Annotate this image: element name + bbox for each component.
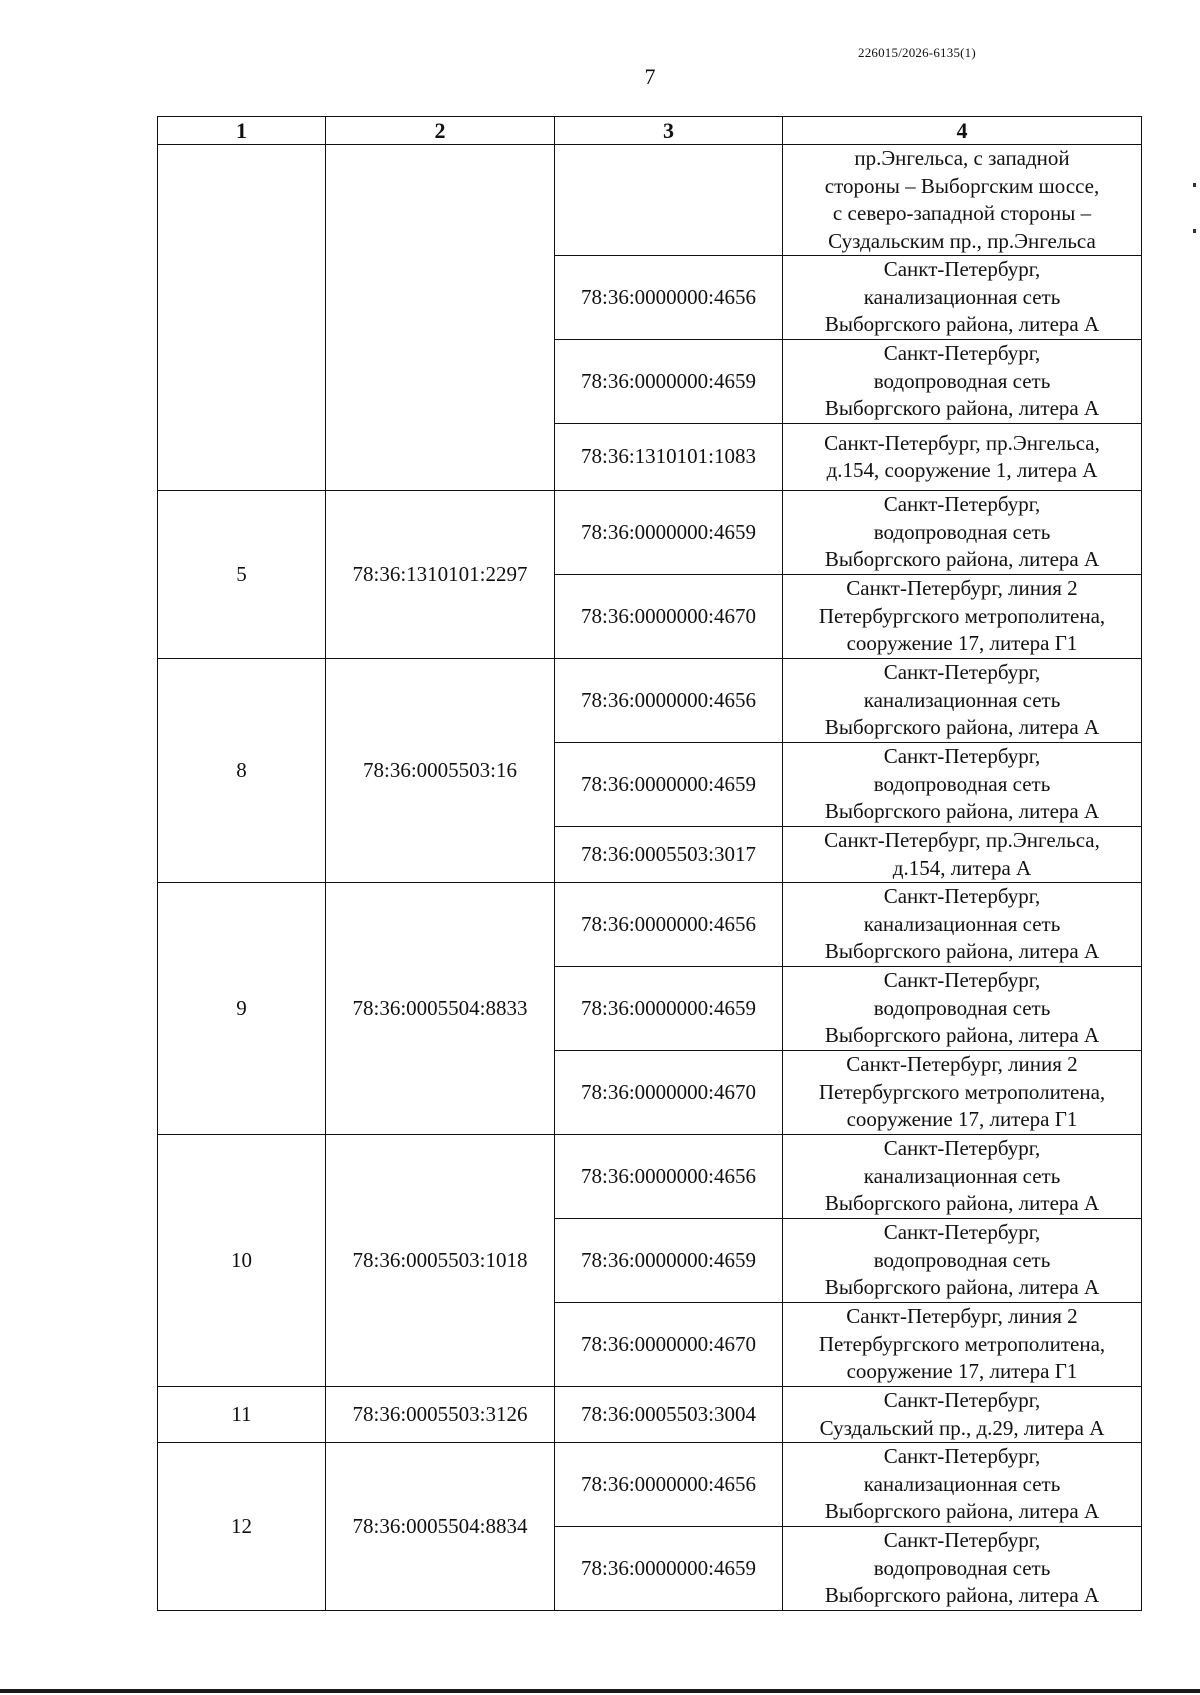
related-cadastral-cell: 78:36:0000000:4659 — [555, 1527, 783, 1611]
related-cadastral-cell: 78:36:1310101:1083 — [555, 424, 783, 491]
address-cell: Санкт-Петербург, линия 2 Петербургского метрополитена, сооружение 17, литера Г1 — [783, 575, 1142, 659]
related-cadastral-cell — [555, 145, 783, 256]
cadastral-number-cell: 78:36:0005503:16 — [326, 659, 555, 883]
column-header: 4 — [783, 117, 1142, 145]
related-cadastral-cell: 78:36:0000000:4656 — [555, 1135, 783, 1219]
scan-margin-mark — [1193, 183, 1196, 187]
address-cell: Санкт-Петербург, пр.Энгельса, д.154, литера А — [783, 827, 1142, 883]
table-row — [158, 883, 1142, 967]
related-cadastral-cell: 78:36:0000000:4659 — [555, 1219, 783, 1303]
address-cell: Санкт-Петербург, пр.Энгельса, д.154, сооружение 1, литера А — [783, 424, 1142, 491]
address-cell: Санкт-Петербург, канализационная сеть Выборгского района, литера А — [783, 659, 1142, 743]
table-row — [158, 1443, 1142, 1527]
address-cell: Санкт-Петербург, линия 2 Петербургского метрополитена, сооружение 17, литера Г1 — [783, 1051, 1142, 1135]
row-number-cell: 12 — [158, 1443, 326, 1611]
address-cell: Санкт-Петербург, канализационная сеть Выборгского района, литера А — [783, 256, 1142, 340]
cadastral-number-cell: 78:36:0005503:1018 — [326, 1135, 555, 1387]
scan-margin-mark — [1193, 229, 1196, 233]
row-number-cell: 10 — [158, 1135, 326, 1387]
address-cell: Санкт-Петербург, водопроводная сеть Выборгского района, литера А — [783, 967, 1142, 1051]
related-cadastral-cell: 78:36:0000000:4659 — [555, 743, 783, 827]
scan-bottom-edge — [0, 1689, 1200, 1693]
address-cell: пр.Энгельса, с западной стороны – Выборгским шоссе, с северо-западной стороны – Суздальским пр., пр.Энгельса — [783, 145, 1142, 256]
document-reference: 226015/2026-6135(1) — [858, 45, 976, 60]
cadastral-number-cell: 78:36:1310101:2297 — [326, 491, 555, 659]
row-number-cell: 5 — [158, 491, 326, 659]
column-header: 3 — [555, 117, 783, 145]
row-number-cell: 8 — [158, 659, 326, 883]
address-cell: Санкт-Петербург, водопроводная сеть Выборгского района, литера А — [783, 1219, 1142, 1303]
address-cell: Санкт-Петербург, Суздальский пр., д.29, литера А — [783, 1387, 1142, 1443]
address-cell: Санкт-Петербург, водопроводная сеть Выборгского района, литера А — [783, 491, 1142, 575]
row-number-cell: 9 — [158, 883, 326, 1135]
cadastral-number-cell: 78:36:0005503:3126 — [326, 1387, 555, 1443]
cadastral-number-cell: 78:36:0005504:8834 — [326, 1443, 555, 1611]
address-cell: Санкт-Петербург, водопроводная сеть Выборгского района, литера А — [783, 1527, 1142, 1611]
related-cadastral-cell: 78:36:0000000:4659 — [555, 491, 783, 575]
address-cell: Санкт-Петербург, канализационная сеть Выборгского района, литера А — [783, 1135, 1142, 1219]
related-cadastral-cell: 78:36:0000000:4670 — [555, 575, 783, 659]
related-cadastral-cell: 78:36:0000000:4656 — [555, 1443, 783, 1527]
address-cell: Санкт-Петербург, линия 2 Петербургского метрополитена, сооружение 17, литера Г1 — [783, 1303, 1142, 1387]
table-row — [158, 1135, 1142, 1219]
table-body — [158, 145, 1142, 1611]
table-row — [158, 1387, 1142, 1443]
related-cadastral-cell: 78:36:0000000:4659 — [555, 340, 783, 424]
address-cell: Санкт-Петербург, водопроводная сеть Выборгского района, литера А — [783, 340, 1142, 424]
cadastral-number-cell: 78:36:0005504:8833 — [326, 883, 555, 1135]
related-cadastral-cell: 78:36:0000000:4659 — [555, 967, 783, 1051]
related-cadastral-cell: 78:36:0005503:3004 — [555, 1387, 783, 1443]
address-cell: Санкт-Петербург, канализационная сеть Выборгского района, литера А — [783, 883, 1142, 967]
address-cell: Санкт-Петербург, водопроводная сеть Выборгского района, литера А — [783, 743, 1142, 827]
row-number-cell — [158, 145, 326, 491]
row-number-cell: 11 — [158, 1387, 326, 1443]
page-number: 7 — [644, 64, 656, 89]
related-cadastral-cell: 78:36:0000000:4670 — [555, 1303, 783, 1387]
table-container — [157, 116, 1141, 1611]
related-cadastral-cell: 78:36:0005503:3017 — [555, 827, 783, 883]
column-header: 2 — [326, 117, 555, 145]
address-cell: Санкт-Петербург, канализационная сеть Выборгского района, литера А — [783, 1443, 1142, 1527]
related-cadastral-cell: 78:36:0000000:4670 — [555, 1051, 783, 1135]
table-row — [158, 491, 1142, 575]
related-cadastral-cell: 78:36:0000000:4656 — [555, 883, 783, 967]
cadastral-number-cell — [326, 145, 555, 491]
easement-table — [157, 116, 1142, 1611]
table-row — [158, 659, 1142, 743]
column-header: 1 — [158, 117, 326, 145]
table-header-row — [158, 117, 1142, 145]
related-cadastral-cell: 78:36:0000000:4656 — [555, 256, 783, 340]
related-cadastral-cell: 78:36:0000000:4656 — [555, 659, 783, 743]
table-row — [158, 145, 1142, 256]
